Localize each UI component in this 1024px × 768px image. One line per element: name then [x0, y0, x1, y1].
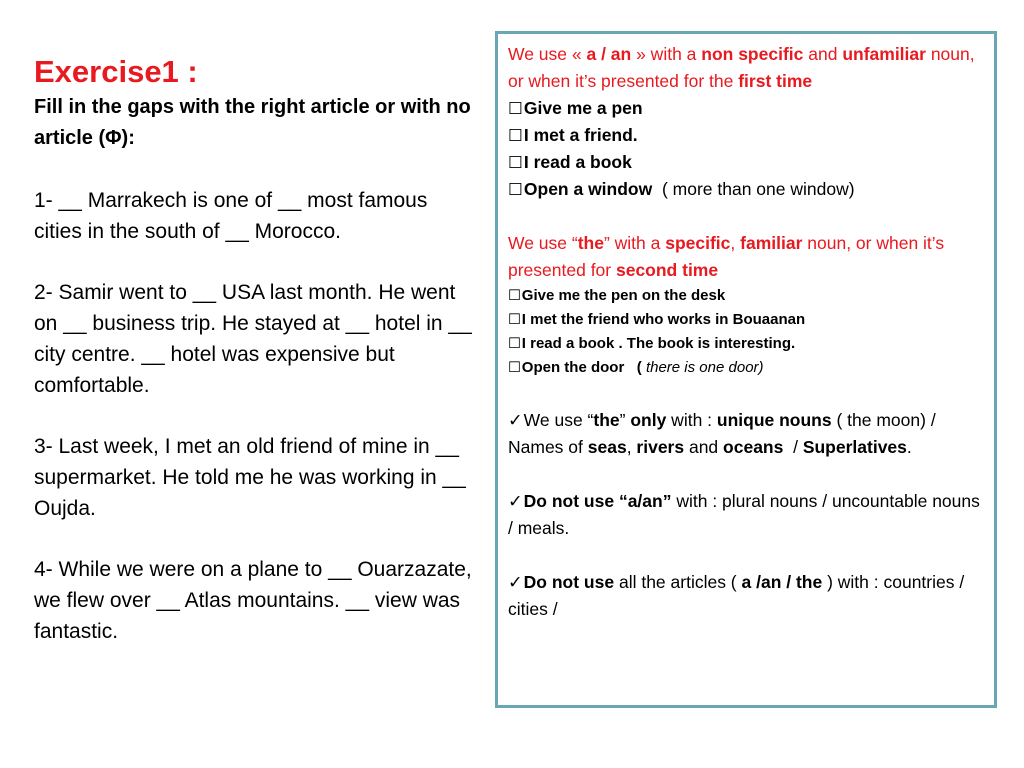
a-an-examples	[508, 95, 984, 203]
rule-no-a-an: ✓Do not use “a/an” with : plural nouns / uncountable nouns / meals.	[508, 491, 980, 538]
list-item: ☐ Give me the pen on the desk	[508, 284, 984, 308]
checkbox-icon: ☐	[508, 153, 523, 172]
rule-the: We use “the” with a specific, familiar noun, or when it’s presented for second time	[508, 233, 945, 280]
rule-a-an: We use « a / an » with a non specific and unfamiliar noun, or when it’s presented for the first time	[508, 44, 975, 91]
exercise-title: Exercise1 :	[34, 54, 198, 89]
the-examples	[508, 284, 984, 380]
checkbox-icon: ☐	[508, 180, 523, 199]
list-item: ☐ I met a friend.	[508, 122, 984, 149]
exercise-panel	[34, 52, 474, 677]
list-item: ☐ I read a book	[508, 149, 984, 176]
list-item: ☐ Give me a pen	[508, 95, 984, 122]
checkbox-icon: ☐	[508, 360, 521, 376]
exercise-item-2: 2- Samir went to __ USA last month. He went on __ business trip. He stayed at __ hotel in __ city centre. __ hotel was expensive but comfortable.	[34, 281, 472, 397]
list-item: ☐ I met the friend who works in Bouaanan	[508, 308, 984, 332]
list-item: ☐ Open the door ( there is one door)	[508, 356, 984, 380]
checkbox-icon: ☐	[508, 126, 523, 145]
checkbox-icon: ☐	[508, 99, 523, 118]
exercise-item-1: 1- __ Marrakech is one of __ most famous cities in the south of __ Morocco.	[34, 189, 428, 243]
checkmark-icon: ✓	[508, 410, 523, 430]
checkbox-icon: ☐	[508, 312, 521, 328]
checkmark-icon: ✓	[508, 491, 523, 511]
exercise-item-4: 4- While we were on a plane to __ Ouarzazate, we flew over __ Atlas mountains. __ view was fantastic.	[34, 558, 472, 643]
rule-unique: ✓We use “the” only with : unique nouns ( the moon) / Names of seas, rivers and oceans / Superlatives.	[508, 410, 936, 457]
checkbox-icon: ☐	[508, 336, 521, 352]
list-item: ☐ I read a book . The book is interesting.	[508, 332, 984, 356]
checkmark-icon: ✓	[508, 572, 523, 592]
checkbox-icon: ☐	[508, 288, 521, 304]
exercise-instruction: Fill in the gaps with the right article or with no article (Φ):	[34, 96, 471, 149]
exercise-item-3: 3- Last week, I met an old friend of mine in __ supermarket. He told me he was working in __ Oujda.	[34, 435, 466, 520]
rules-box	[495, 31, 997, 708]
rule-no-articles: ✓Do not use all the articles ( a /an / the ) with : countries / cities /	[508, 572, 965, 619]
list-item: ☐ Open a window ( more than one window)	[508, 176, 984, 203]
